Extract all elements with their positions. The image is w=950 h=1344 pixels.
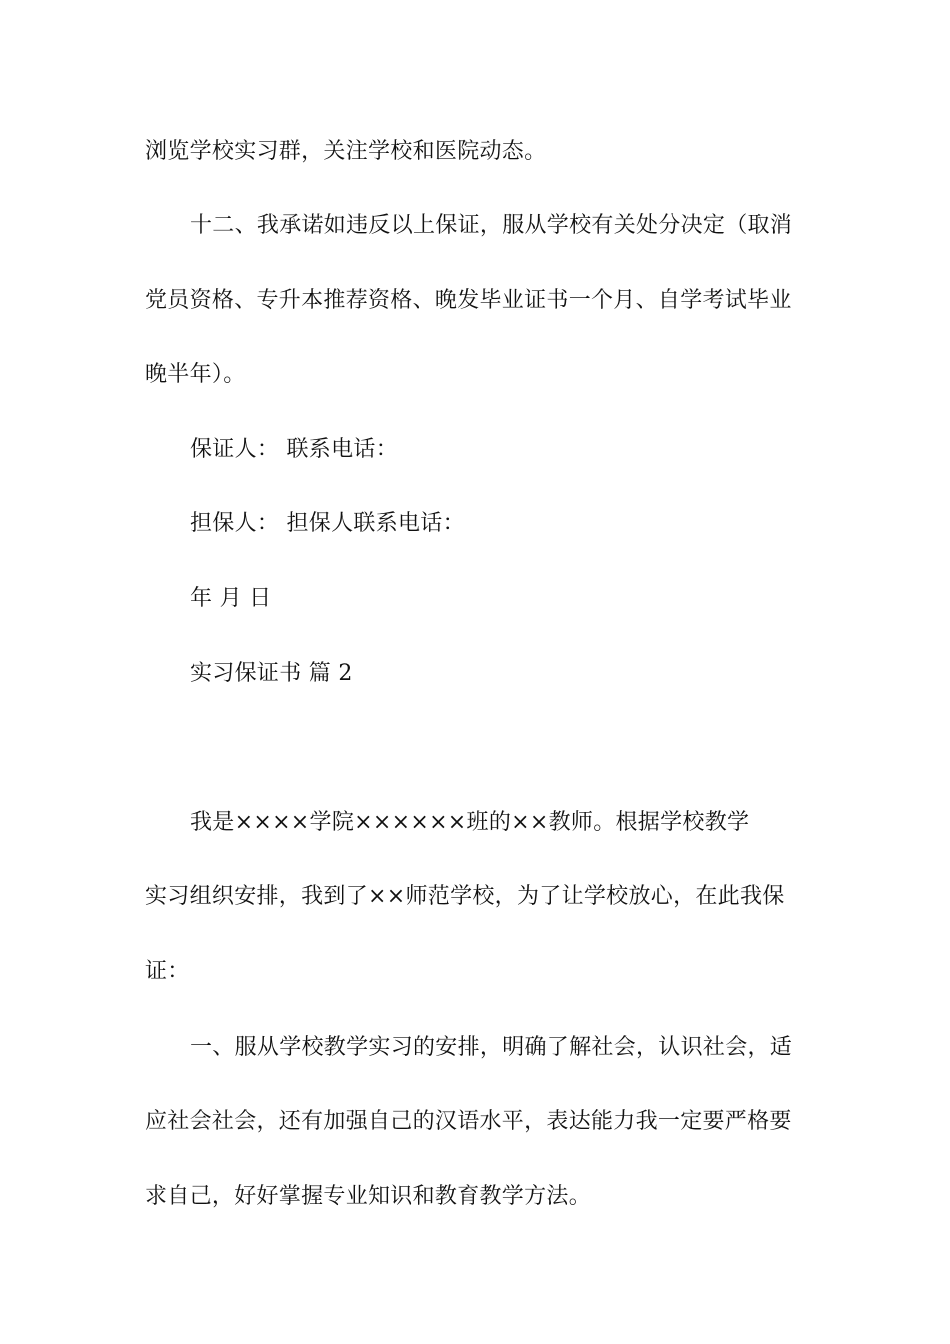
date-line: 年 月 日 <box>190 586 272 611</box>
guarantor-line: 担保人： 担保人联系电话： <box>190 511 465 536</box>
paragraph-line: 求自己，好好掌握专业知识和教育教学方法。 <box>145 1184 592 1209</box>
paragraph-line: 浏览学校实习群，关注学校和医院动态。 <box>145 139 547 164</box>
paragraph-line: 晚半年）。 <box>145 362 246 387</box>
paragraph-line: 实习组织安排，我到了××师范学校，为了让学校放心，在此我保 <box>145 884 785 909</box>
paragraph-line: 应社会社会，还有加强自己的汉语水平，表达能力我一定要严格要 <box>145 1109 792 1134</box>
paragraph-line: 十二、我承诺如违反以上保证，服从学校有关处分决定（取消 <box>190 213 793 238</box>
paragraph-line: 证： <box>145 959 190 984</box>
paragraph-line: 党员资格、专升本推荐资格、晚发毕业证书一个月、自学考试毕业 <box>145 288 792 313</box>
paragraph-line: 我是××××学院××××××班的××教师。根据学校教学 <box>190 810 750 835</box>
paragraph-line: 一、服从学校教学实习的安排，明确了解社会，认识社会，适 <box>190 1035 793 1060</box>
section-heading: 实习保证书 篇 2 <box>190 661 353 686</box>
signature-line: 保证人： 联系电话： <box>190 437 398 462</box>
